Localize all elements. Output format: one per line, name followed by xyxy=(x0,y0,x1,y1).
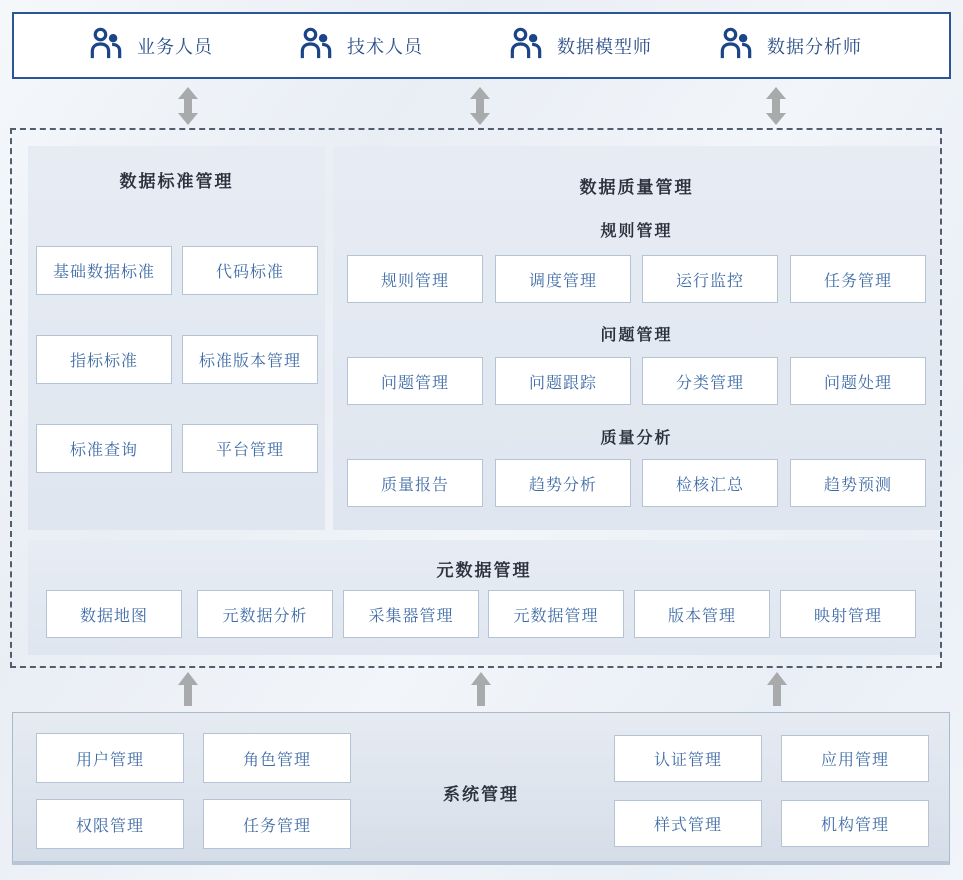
module-box: 标准版本管理 xyxy=(182,335,318,384)
module-box: 规则管理 xyxy=(347,255,483,303)
module-box: 运行监控 xyxy=(642,255,778,303)
user-group-icon xyxy=(718,27,754,64)
module-box: 用户管理 xyxy=(36,733,184,783)
module-box: 问题处理 xyxy=(790,357,926,405)
double-arrow-icon xyxy=(177,87,199,125)
double-arrow-icon xyxy=(765,87,787,125)
data-quality-panel xyxy=(333,146,940,530)
module-box: 任务管理 xyxy=(790,255,926,303)
module-box: 应用管理 xyxy=(781,735,929,782)
module-box: 检核汇总 xyxy=(642,459,778,507)
module-box: 趋势分析 xyxy=(495,459,631,507)
module-box: 基础数据标准 xyxy=(36,246,172,295)
panel-title: 元数据管理 xyxy=(436,561,532,580)
module-box: 数据地图 xyxy=(46,590,182,638)
data-standard-panel xyxy=(28,146,325,530)
double-arrow-icon xyxy=(469,87,491,125)
module-box: 调度管理 xyxy=(495,255,631,303)
module-box: 元数据分析 xyxy=(197,590,333,638)
module-box: 认证管理 xyxy=(614,735,762,782)
module-box: 采集器管理 xyxy=(343,590,479,638)
system-management-panel xyxy=(12,712,950,865)
module-box: 代码标准 xyxy=(182,246,318,295)
role-label: 技术人员 xyxy=(347,36,423,57)
module-box: 分类管理 xyxy=(642,357,778,405)
module-box: 任务管理 xyxy=(203,799,351,849)
role-item-business xyxy=(88,27,298,64)
up-arrow-icon xyxy=(470,672,492,706)
module-box: 趋势预测 xyxy=(790,459,926,507)
module-box: 角色管理 xyxy=(203,733,351,783)
module-box: 元数据管理 xyxy=(488,590,624,638)
role-label: 业务人员 xyxy=(137,36,213,57)
section-title: 问题管理 xyxy=(600,327,673,344)
module-box: 问题管理 xyxy=(347,357,483,405)
module-box: 平台管理 xyxy=(182,424,318,473)
section-title: 质量分析 xyxy=(600,430,673,447)
role-item-data-analyst xyxy=(718,27,928,64)
user-group-icon xyxy=(298,27,334,64)
role-label: 数据模型师 xyxy=(557,36,652,57)
section-title: 规则管理 xyxy=(600,223,673,240)
user-group-icon xyxy=(508,27,544,64)
roles-bar xyxy=(12,12,951,79)
up-arrow-icon xyxy=(177,672,199,706)
metadata-panel xyxy=(28,540,940,655)
user-group-icon xyxy=(88,27,124,64)
module-box: 标准查询 xyxy=(36,424,172,473)
module-box: 样式管理 xyxy=(614,800,762,847)
module-box: 版本管理 xyxy=(634,590,770,638)
up-arrow-icon xyxy=(766,672,788,706)
panel-title: 数据标准管理 xyxy=(119,172,234,191)
module-box: 映射管理 xyxy=(780,590,916,638)
module-box: 机构管理 xyxy=(781,800,929,847)
module-box: 质量报告 xyxy=(347,459,483,507)
module-box: 指标标准 xyxy=(36,335,172,384)
role-item-data-modeler xyxy=(508,27,718,64)
role-item-technical xyxy=(298,27,508,64)
module-box: 问题跟踪 xyxy=(495,357,631,405)
panel-title: 数据质量管理 xyxy=(579,178,694,197)
role-label: 数据分析师 xyxy=(767,36,862,57)
module-box: 权限管理 xyxy=(36,799,184,849)
panel-title: 系统管理 xyxy=(443,785,519,804)
